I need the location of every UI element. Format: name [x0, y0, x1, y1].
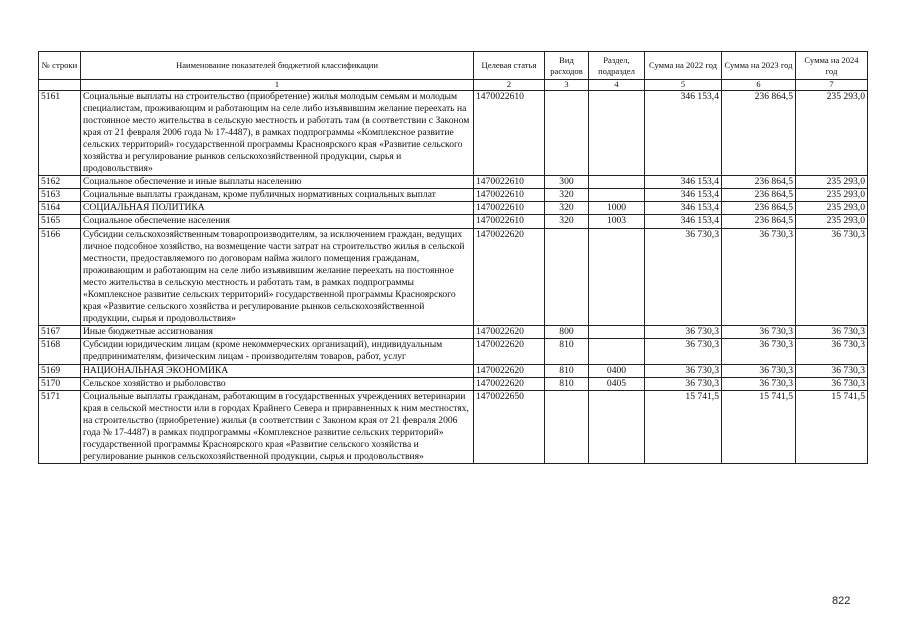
row-number: 5161: [39, 90, 81, 176]
section-subsection: 0400: [589, 364, 645, 377]
row-number: 5168: [39, 339, 81, 364]
expense-type: 800: [545, 326, 589, 339]
target-article: 1470022620: [474, 339, 545, 364]
sum-2024: 36 730,3: [796, 339, 868, 364]
column-number: 2: [474, 80, 545, 91]
indicator-name: НАЦИОНАЛЬНАЯ ЭКОНОМИКА: [81, 364, 474, 377]
indicator-name: Сельское хозяйство и рыболовство: [81, 377, 474, 390]
section-subsection: 1000: [589, 202, 645, 215]
indicator-name: Социальные выплаты гражданам, работающим в государственных учреждениях ветеринарии края в сельской местности или в городах Крайнего Севера и приравненных к ним местностях, на строительство (приобретение) жилья (в соответствии с Законом края от 21 февраля 2006 года № 17-4487) в рамках подпрограммы «Комплексное развитие сельских территорий» государственной программы Красноярского края «Развитие сельского хозяйства и регулирование рынков сельскохозяйственной продукции, сырья и продовольствия»: [81, 390, 474, 464]
sum-2023: 236 864,5: [722, 215, 796, 228]
sum-2022: 15 741,5: [645, 390, 722, 464]
table-row: [39, 90, 868, 176]
table-row: [39, 228, 868, 326]
column-number: 4: [589, 80, 645, 91]
sum-2022: 346 153,4: [645, 90, 722, 176]
row-number: 5162: [39, 176, 81, 189]
header-section: Раздел, подраздел: [589, 52, 645, 80]
table-row: [39, 377, 868, 390]
target-article: 1470022620: [474, 377, 545, 390]
table-row: [39, 189, 868, 202]
indicator-name: Социальные выплаты на строительство (приобретение) жилья молодым семьям и молодым специалистам, проживающим и работающим на селе либо изъявившим желание переехать на постоянное место жительства в сельскую местность и работать там (в соответствии с Законом края от 21 февраля 2006 года № 17-4487), в рамках подпрограммы «Комплексное развитие сельских территорий» государственной программы Красноярского края «Развитие сельского хозяйства и регулирование рынков сельскохозяйственной продукции, сырья и продовольствия»: [81, 90, 474, 176]
expense-type: 300: [545, 176, 589, 189]
budget-table: [38, 51, 868, 464]
table-row: [39, 202, 868, 215]
row-number: 5166: [39, 228, 81, 326]
sum-2024: 36 730,3: [796, 364, 868, 377]
row-number: 5170: [39, 377, 81, 390]
expense-type: 810: [545, 377, 589, 390]
expense-type: [545, 390, 589, 464]
section-subsection: [589, 390, 645, 464]
column-number: 3: [545, 80, 589, 91]
header-sum-2022: Сумма на 2022 год: [645, 52, 722, 80]
indicator-name: СОЦИАЛЬНАЯ ПОЛИТИКА: [81, 202, 474, 215]
indicator-name: Социальное обеспечение населения: [81, 215, 474, 228]
expense-type: 320: [545, 202, 589, 215]
sum-2022: 346 153,4: [645, 176, 722, 189]
sum-2024: 235 293,0: [796, 189, 868, 202]
target-article: 1470022610: [474, 215, 545, 228]
sum-2022: 36 730,3: [645, 364, 722, 377]
sum-2024: 15 741,5: [796, 390, 868, 464]
expense-type: 320: [545, 215, 589, 228]
section-subsection: [589, 326, 645, 339]
section-subsection: 0405: [589, 377, 645, 390]
sum-2023: 15 741,5: [722, 390, 796, 464]
expense-type: 810: [545, 339, 589, 364]
table-row: [39, 176, 868, 189]
row-number: 5171: [39, 390, 81, 464]
sum-2024: 36 730,3: [796, 228, 868, 326]
column-number: 6: [722, 80, 796, 91]
row-number: 5165: [39, 215, 81, 228]
header-row: [39, 52, 868, 80]
sum-2022: 36 730,3: [645, 377, 722, 390]
section-subsection: [589, 228, 645, 326]
expense-type: [545, 228, 589, 326]
row-number: 5163: [39, 189, 81, 202]
sum-2023: 236 864,5: [722, 90, 796, 176]
sum-2022: 346 153,4: [645, 215, 722, 228]
indicator-name: Субсидии юридическим лицам (кроме некоммерческих организаций), индивидуальным предпринимателям, физическим лицам - производителям товаров, работ, услуг: [81, 339, 474, 364]
target-article: 1470022620: [474, 228, 545, 326]
column-number: 5: [645, 80, 722, 91]
header-row-no: № строки: [39, 52, 81, 80]
sum-2022: 36 730,3: [645, 339, 722, 364]
column-number: 1: [81, 80, 474, 91]
sum-2023: 36 730,3: [722, 339, 796, 364]
expense-type: 810: [545, 364, 589, 377]
sum-2023: 36 730,3: [722, 364, 796, 377]
target-article: 1470022620: [474, 326, 545, 339]
target-article: 1470022610: [474, 202, 545, 215]
table-row: [39, 215, 868, 228]
column-number: 7: [796, 80, 868, 91]
sum-2024: 235 293,0: [796, 176, 868, 189]
sum-2024: 235 293,0: [796, 202, 868, 215]
indicator-name: Иные бюджетные ассигнования: [81, 326, 474, 339]
section-subsection: [589, 189, 645, 202]
header-expense-type: Вид расходов: [545, 52, 589, 80]
expense-type: [545, 90, 589, 176]
sum-2023: 36 730,3: [722, 326, 796, 339]
section-subsection: [589, 176, 645, 189]
table-row: [39, 326, 868, 339]
header-name: Наименование показателей бюджетной классификации: [81, 52, 474, 80]
sum-2024: 36 730,3: [796, 326, 868, 339]
row-number: 5164: [39, 202, 81, 215]
sum-2023: 236 864,5: [722, 176, 796, 189]
sum-2023: 236 864,5: [722, 202, 796, 215]
target-article: 1470022650: [474, 390, 545, 464]
column-number: [39, 80, 81, 91]
row-number: 5167: [39, 326, 81, 339]
page-number: 822: [832, 595, 851, 607]
section-subsection: 1003: [589, 215, 645, 228]
table-body: [39, 80, 868, 464]
sum-2022: 36 730,3: [645, 228, 722, 326]
indicator-name: Социальное обеспечение и иные выплаты населению: [81, 176, 474, 189]
sum-2023: 236 864,5: [722, 189, 796, 202]
target-article: 1470022610: [474, 176, 545, 189]
sum-2023: 36 730,3: [722, 228, 796, 326]
target-article: 1470022610: [474, 90, 545, 176]
row-number: 5169: [39, 364, 81, 377]
sum-2023: 36 730,3: [722, 377, 796, 390]
sum-2022: 346 153,4: [645, 202, 722, 215]
table-row: [39, 390, 868, 464]
indicator-name: Социальные выплаты гражданам, кроме публичных нормативных социальных выплат: [81, 189, 474, 202]
sum-2022: 36 730,3: [645, 326, 722, 339]
sum-2024: 235 293,0: [796, 215, 868, 228]
expense-type: 320: [545, 189, 589, 202]
section-subsection: [589, 90, 645, 176]
sum-2024: 235 293,0: [796, 90, 868, 176]
column-numbers-row: [39, 80, 868, 91]
header-sum-2023: Сумма на 2023 год: [722, 52, 796, 80]
header-target: Целевая статья: [474, 52, 545, 80]
target-article: 1470022610: [474, 189, 545, 202]
table-row: [39, 339, 868, 364]
indicator-name: Субсидии сельскохозяйственным товаропроизводителям, за исключением граждан, ведущих личное подсобное хозяйство, на возмещение части затрат на строительство жилья в сельской местности, предоставляемого по договорам найма жилого помещения гражданам, проживающим и работающим на селе либо изъявившим желание переехать на постоянное место жительства в сельскую местность и работать там, в рамках подпрограммы «Комплексное развитие сельских территорий» государственной программы Красноярского края «Развитие сельского хозяйства и регулирование рынков сельскохозяйственной продукции, сырья и продовольствия»: [81, 228, 474, 326]
sum-2022: 346 153,4: [645, 189, 722, 202]
target-article: 1470022620: [474, 364, 545, 377]
sum-2024: 36 730,3: [796, 377, 868, 390]
table-row: [39, 364, 868, 377]
section-subsection: [589, 339, 645, 364]
header-sum-2024: Сумма на 2024 год: [796, 52, 868, 80]
